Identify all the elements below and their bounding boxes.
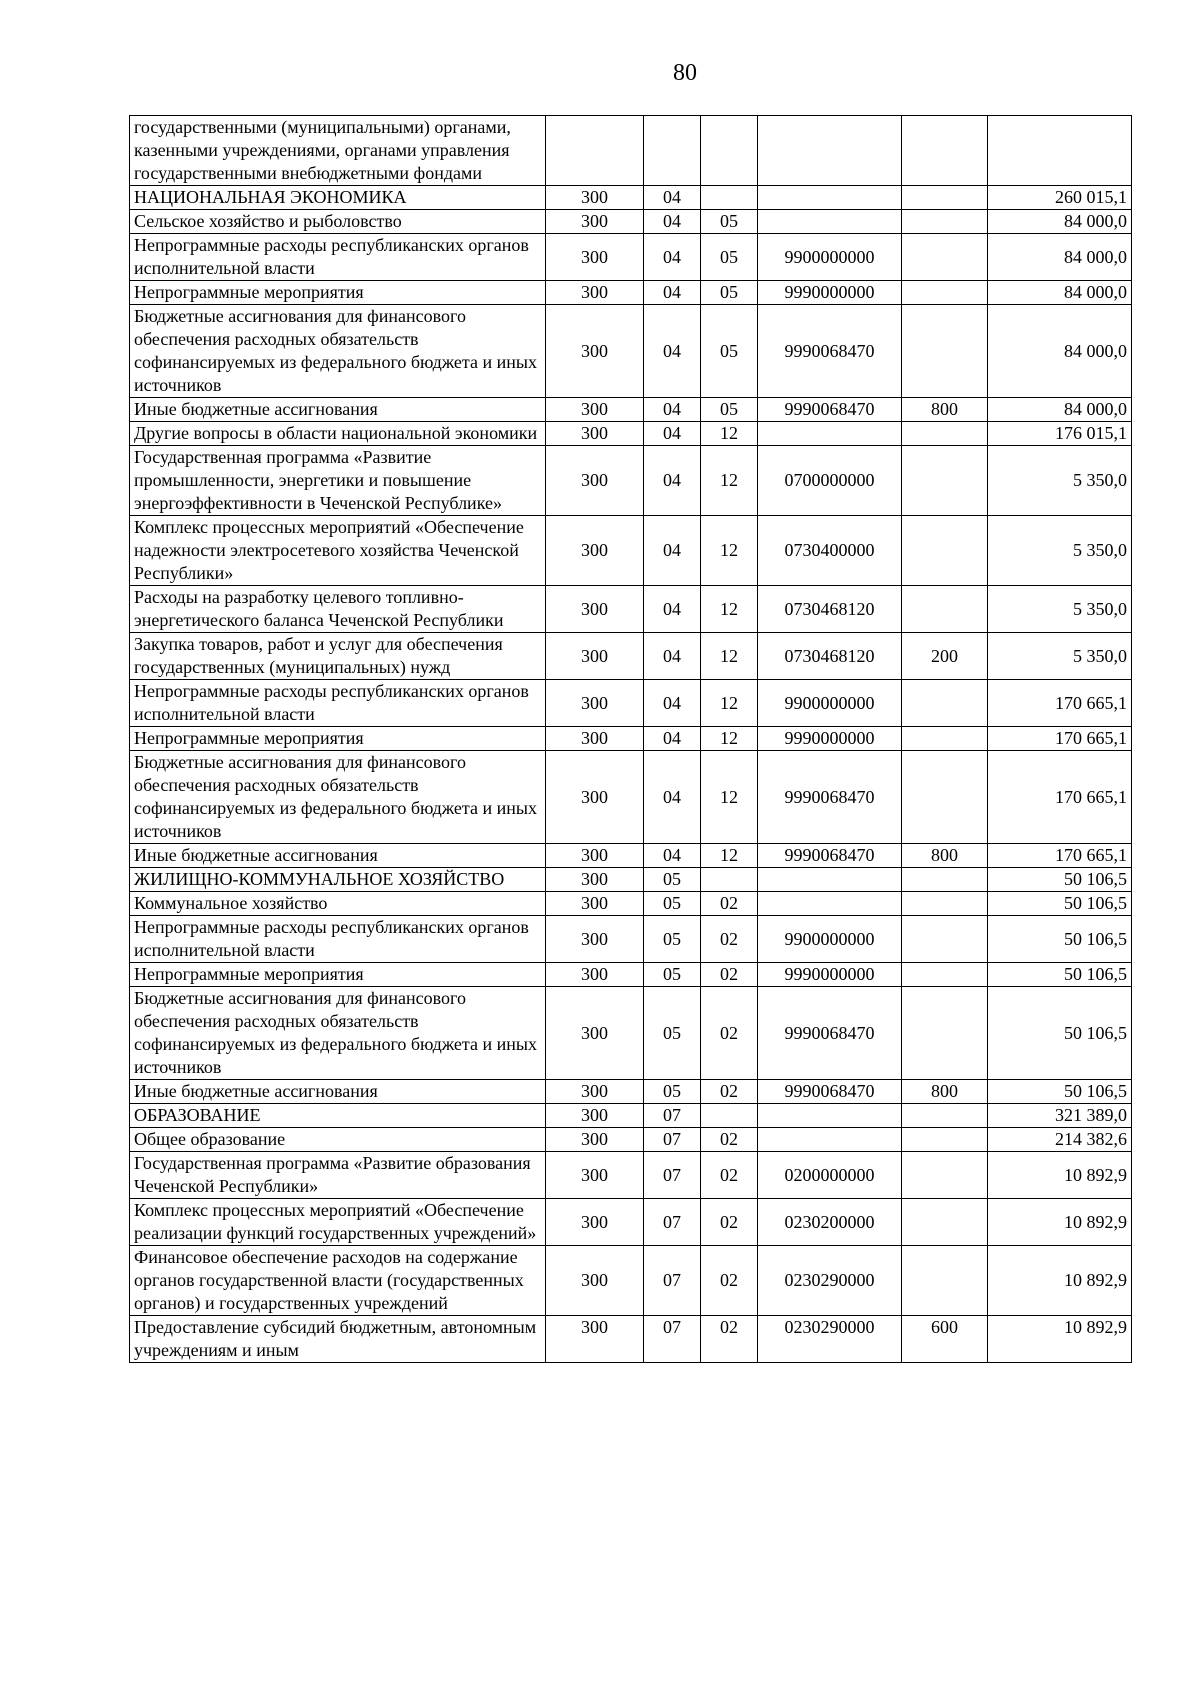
row-name-cell: Непрограммные мероприятия: [130, 281, 546, 305]
table-row: [130, 398, 1132, 422]
amount-cell: 5 350,0: [988, 446, 1132, 516]
amount-cell: 5 350,0: [988, 586, 1132, 633]
expense-type-cell: [902, 281, 988, 305]
target-article-cell: 0200000000: [758, 1152, 902, 1199]
amount-cell: 10 892,9: [988, 1246, 1132, 1316]
row-name-cell: Финансовое обеспечение расходов на содержание органов государственной власти (государственных органов) и государственных учреждений: [130, 1246, 546, 1316]
table-row: [130, 1080, 1132, 1104]
row-name-cell: ОБРАЗОВАНИЕ: [130, 1104, 546, 1128]
subsection-code-cell: [701, 868, 758, 892]
grbs-code-cell: 300: [546, 305, 644, 398]
grbs-code-cell: 300: [546, 1316, 644, 1363]
subsection-code-cell: 02: [701, 1316, 758, 1363]
target-article-cell: 9990068470: [758, 844, 902, 868]
grbs-code-cell: 300: [546, 398, 644, 422]
subsection-code-cell: 02: [701, 1080, 758, 1104]
grbs-code-cell: 300: [546, 916, 644, 963]
target-article-cell: [758, 1128, 902, 1152]
grbs-code-cell: 300: [546, 844, 644, 868]
row-name-cell: Непрограммные расходы республиканских органов исполнительной власти: [130, 916, 546, 963]
grbs-code-cell: 300: [546, 1080, 644, 1104]
subsection-code-cell: 05: [701, 234, 758, 281]
target-article-cell: [758, 892, 902, 916]
amount-cell: 84 000,0: [988, 305, 1132, 398]
section-code-cell: 07: [644, 1128, 701, 1152]
target-article-cell: [758, 422, 902, 446]
amount-cell: 84 000,0: [988, 210, 1132, 234]
section-code-cell: 05: [644, 916, 701, 963]
row-name-cell: ЖИЛИЩНО-КОММУНАЛЬНОЕ ХОЗЯЙСТВО: [130, 868, 546, 892]
target-article-cell: 9990068470: [758, 398, 902, 422]
row-name-cell: Непрограммные мероприятия: [130, 727, 546, 751]
subsection-code-cell: 12: [701, 680, 758, 727]
amount-cell: 50 106,5: [988, 916, 1132, 963]
amount-cell: 170 665,1: [988, 751, 1132, 844]
row-name-cell: Бюджетные ассигнования для финансового обеспечения расходных обязательств софинансируемых из федерального бюджета и иных источников: [130, 305, 546, 398]
expense-type-cell: [902, 868, 988, 892]
expense-type-cell: 800: [902, 1080, 988, 1104]
row-name-cell: Общее образование: [130, 1128, 546, 1152]
amount-cell: 5 350,0: [988, 633, 1132, 680]
table-row: [130, 916, 1132, 963]
grbs-code-cell: 300: [546, 727, 644, 751]
table-row: [130, 1199, 1132, 1246]
row-name-cell: Непрограммные расходы республиканских органов исполнительной власти: [130, 680, 546, 727]
target-article-cell: 0230200000: [758, 1199, 902, 1246]
amount-cell: 50 106,5: [988, 987, 1132, 1080]
section-code-cell: 04: [644, 398, 701, 422]
expense-type-cell: 200: [902, 633, 988, 680]
table-row: [130, 1152, 1132, 1199]
amount-cell: 176 015,1: [988, 422, 1132, 446]
target-article-cell: 9990000000: [758, 963, 902, 987]
table-row: [130, 844, 1132, 868]
section-code-cell: 04: [644, 516, 701, 586]
row-name-cell: НАЦИОНАЛЬНАЯ ЭКОНОМИКА: [130, 186, 546, 210]
expense-type-cell: [902, 516, 988, 586]
table-row: [130, 116, 1132, 186]
table-row: [130, 1128, 1132, 1152]
section-code-cell: 04: [644, 234, 701, 281]
subsection-code-cell: 02: [701, 1199, 758, 1246]
expense-type-cell: [902, 1199, 988, 1246]
row-name-cell: Непрограммные расходы республиканских органов исполнительной власти: [130, 234, 546, 281]
section-code-cell: 04: [644, 751, 701, 844]
section-code-cell: 04: [644, 186, 701, 210]
section-code-cell: 04: [644, 844, 701, 868]
subsection-code-cell: 02: [701, 963, 758, 987]
section-code-cell: 05: [644, 987, 701, 1080]
expense-type-cell: [902, 210, 988, 234]
target-article-cell: 9990000000: [758, 727, 902, 751]
subsection-code-cell: 12: [701, 422, 758, 446]
target-article-cell: 9990068470: [758, 751, 902, 844]
amount-cell: 321 389,0: [988, 1104, 1132, 1128]
amount-cell: 170 665,1: [988, 844, 1132, 868]
section-code-cell: 05: [644, 1080, 701, 1104]
expense-type-cell: [902, 916, 988, 963]
table-row: [130, 1316, 1132, 1363]
amount-cell: 10 892,9: [988, 1152, 1132, 1199]
expense-type-cell: [902, 727, 988, 751]
section-code-cell: 04: [644, 586, 701, 633]
row-name-cell: Бюджетные ассигнования для финансового обеспечения расходных обязательств софинансируемых из федерального бюджета и иных источников: [130, 751, 546, 844]
subsection-code-cell: [701, 116, 758, 186]
subsection-code-cell: [701, 186, 758, 210]
row-name-cell: Иные бюджетные ассигнования: [130, 844, 546, 868]
amount-cell: 84 000,0: [988, 398, 1132, 422]
section-code-cell: 07: [644, 1152, 701, 1199]
budget-table-body: [130, 116, 1132, 1363]
expense-type-cell: [902, 963, 988, 987]
grbs-code-cell: 300: [546, 868, 644, 892]
subsection-code-cell: 05: [701, 398, 758, 422]
grbs-code-cell: 300: [546, 680, 644, 727]
table-row: [130, 751, 1132, 844]
row-name-cell: Комплекс процессных мероприятий «Обеспечение надежности электросетевого хозяйства Чеченской Республики»: [130, 516, 546, 586]
section-code-cell: 07: [644, 1199, 701, 1246]
row-name-cell: Иные бюджетные ассигнования: [130, 1080, 546, 1104]
table-row: [130, 727, 1132, 751]
grbs-code-cell: 300: [546, 186, 644, 210]
table-row: [130, 1246, 1132, 1316]
expense-type-cell: [902, 751, 988, 844]
section-code-cell: 04: [644, 422, 701, 446]
amount-cell: [988, 116, 1132, 186]
grbs-code-cell: 300: [546, 1104, 644, 1128]
row-name-cell: Комплекс процессных мероприятий «Обеспечение реализации функций государственных учреждений»: [130, 1199, 546, 1246]
row-name-cell: Расходы на разработку целевого топливно-энергетического баланса Чеченской Республики: [130, 586, 546, 633]
amount-cell: 50 106,5: [988, 868, 1132, 892]
grbs-code-cell: 300: [546, 1199, 644, 1246]
expense-type-cell: [902, 680, 988, 727]
table-row: [130, 446, 1132, 516]
target-article-cell: [758, 116, 902, 186]
expense-type-cell: [902, 186, 988, 210]
target-article-cell: 0730468120: [758, 586, 902, 633]
target-article-cell: 9900000000: [758, 916, 902, 963]
target-article-cell: 9900000000: [758, 680, 902, 727]
subsection-code-cell: 12: [701, 446, 758, 516]
table-row: [130, 680, 1132, 727]
subsection-code-cell: 12: [701, 516, 758, 586]
expense-type-cell: 600: [902, 1316, 988, 1363]
row-name-cell: Бюджетные ассигнования для финансового обеспечения расходных обязательств софинансируемых из федерального бюджета и иных источников: [130, 987, 546, 1080]
grbs-code-cell: 300: [546, 963, 644, 987]
expense-type-cell: [902, 586, 988, 633]
expense-type-cell: [902, 234, 988, 281]
page-number: 80: [673, 60, 697, 86]
amount-cell: 214 382,6: [988, 1128, 1132, 1152]
amount-cell: 10 892,9: [988, 1316, 1132, 1363]
subsection-code-cell: 02: [701, 916, 758, 963]
table-row: [130, 586, 1132, 633]
grbs-code-cell: 300: [546, 234, 644, 281]
amount-cell: 170 665,1: [988, 680, 1132, 727]
grbs-code-cell: 300: [546, 210, 644, 234]
table-row: [130, 963, 1132, 987]
expense-type-cell: [902, 446, 988, 516]
row-name-cell: Коммунальное хозяйство: [130, 892, 546, 916]
target-article-cell: [758, 868, 902, 892]
grbs-code-cell: 300: [546, 751, 644, 844]
subsection-code-cell: 12: [701, 751, 758, 844]
subsection-code-cell: [701, 1104, 758, 1128]
subsection-code-cell: 12: [701, 844, 758, 868]
row-name-cell: Другие вопросы в области национальной экономики: [130, 422, 546, 446]
row-name-cell: Предоставление субсидий бюджетным, автономным учреждениям и иным: [130, 1316, 546, 1363]
section-code-cell: 07: [644, 1104, 701, 1128]
table-row: [130, 422, 1132, 446]
row-name-cell: Государственная программа «Развитие образования Чеченской Республики»: [130, 1152, 546, 1199]
target-article-cell: 0730468120: [758, 633, 902, 680]
table-row: [130, 210, 1132, 234]
table-row: [130, 868, 1132, 892]
subsection-code-cell: 05: [701, 281, 758, 305]
amount-cell: 50 106,5: [988, 963, 1132, 987]
expense-type-cell: [902, 987, 988, 1080]
target-article-cell: [758, 186, 902, 210]
target-article-cell: 0700000000: [758, 446, 902, 516]
section-code-cell: 05: [644, 963, 701, 987]
grbs-code-cell: 300: [546, 516, 644, 586]
row-name-cell: Иные бюджетные ассигнования: [130, 398, 546, 422]
target-article-cell: 9990068470: [758, 305, 902, 398]
subsection-code-cell: 05: [701, 210, 758, 234]
subsection-code-cell: 02: [701, 1128, 758, 1152]
amount-cell: 10 892,9: [988, 1199, 1132, 1246]
target-article-cell: [758, 210, 902, 234]
amount-cell: 84 000,0: [988, 281, 1132, 305]
expense-type-cell: [902, 1104, 988, 1128]
amount-cell: 50 106,5: [988, 892, 1132, 916]
amount-cell: 170 665,1: [988, 727, 1132, 751]
section-code-cell: 04: [644, 727, 701, 751]
expense-type-cell: [902, 892, 988, 916]
section-code-cell: 04: [644, 281, 701, 305]
row-name-cell: Государственная программа «Развитие промышленности, энергетики и повышение энергоэффективности в Чеченской Республике»: [130, 446, 546, 516]
table-row: [130, 186, 1132, 210]
grbs-code-cell: 300: [546, 1152, 644, 1199]
target-article-cell: 9990068470: [758, 1080, 902, 1104]
subsection-code-cell: 12: [701, 633, 758, 680]
subsection-code-cell: 02: [701, 1152, 758, 1199]
expense-type-cell: [902, 116, 988, 186]
table-row: [130, 234, 1132, 281]
grbs-code-cell: 300: [546, 422, 644, 446]
table-row: [130, 987, 1132, 1080]
section-code-cell: 04: [644, 305, 701, 398]
table-row: [130, 516, 1132, 586]
subsection-code-cell: 12: [701, 586, 758, 633]
grbs-code-cell: 300: [546, 633, 644, 680]
row-name-cell: Закупка товаров, работ и услуг для обеспечения государственных (муниципальных) нужд: [130, 633, 546, 680]
section-code-cell: 04: [644, 680, 701, 727]
amount-cell: 50 106,5: [988, 1080, 1132, 1104]
grbs-code-cell: 300: [546, 987, 644, 1080]
amount-cell: 5 350,0: [988, 516, 1132, 586]
table-row: [130, 1104, 1132, 1128]
section-code-cell: 07: [644, 1316, 701, 1363]
target-article-cell: 9900000000: [758, 234, 902, 281]
row-name-cell: государственными (муниципальными) органами, казенными учреждениями, органами управления государственными внебюджетными фондами: [130, 116, 546, 186]
subsection-code-cell: 02: [701, 1246, 758, 1316]
target-article-cell: 0230290000: [758, 1246, 902, 1316]
expense-type-cell: 800: [902, 398, 988, 422]
grbs-code-cell: 300: [546, 1246, 644, 1316]
table-row: [130, 892, 1132, 916]
target-article-cell: 9990000000: [758, 281, 902, 305]
expense-type-cell: [902, 305, 988, 398]
expense-type-cell: 800: [902, 844, 988, 868]
section-code-cell: 05: [644, 892, 701, 916]
target-article-cell: 0730400000: [758, 516, 902, 586]
section-code-cell: [644, 116, 701, 186]
expense-type-cell: [902, 422, 988, 446]
grbs-code-cell: [546, 116, 644, 186]
subsection-code-cell: 02: [701, 987, 758, 1080]
row-name-cell: Сельское хозяйство и рыболовство: [130, 210, 546, 234]
section-code-cell: 04: [644, 210, 701, 234]
budget-table: [129, 115, 1132, 1363]
section-code-cell: 05: [644, 868, 701, 892]
grbs-code-cell: 300: [546, 446, 644, 516]
subsection-code-cell: 05: [701, 305, 758, 398]
target-article-cell: 0230290000: [758, 1316, 902, 1363]
section-code-cell: 04: [644, 633, 701, 680]
expense-type-cell: [902, 1128, 988, 1152]
target-article-cell: 9990068470: [758, 987, 902, 1080]
section-code-cell: 04: [644, 446, 701, 516]
grbs-code-cell: 300: [546, 281, 644, 305]
section-code-cell: 07: [644, 1246, 701, 1316]
table-row: [130, 281, 1132, 305]
subsection-code-cell: 02: [701, 892, 758, 916]
target-article-cell: [758, 1104, 902, 1128]
table-row: [130, 305, 1132, 398]
amount-cell: 84 000,0: [988, 234, 1132, 281]
expense-type-cell: [902, 1152, 988, 1199]
grbs-code-cell: 300: [546, 1128, 644, 1152]
subsection-code-cell: 12: [701, 727, 758, 751]
grbs-code-cell: 300: [546, 586, 644, 633]
grbs-code-cell: 300: [546, 892, 644, 916]
row-name-cell: Непрограммные мероприятия: [130, 963, 546, 987]
table-row: [130, 633, 1132, 680]
expense-type-cell: [902, 1246, 988, 1316]
amount-cell: 260 015,1: [988, 186, 1132, 210]
